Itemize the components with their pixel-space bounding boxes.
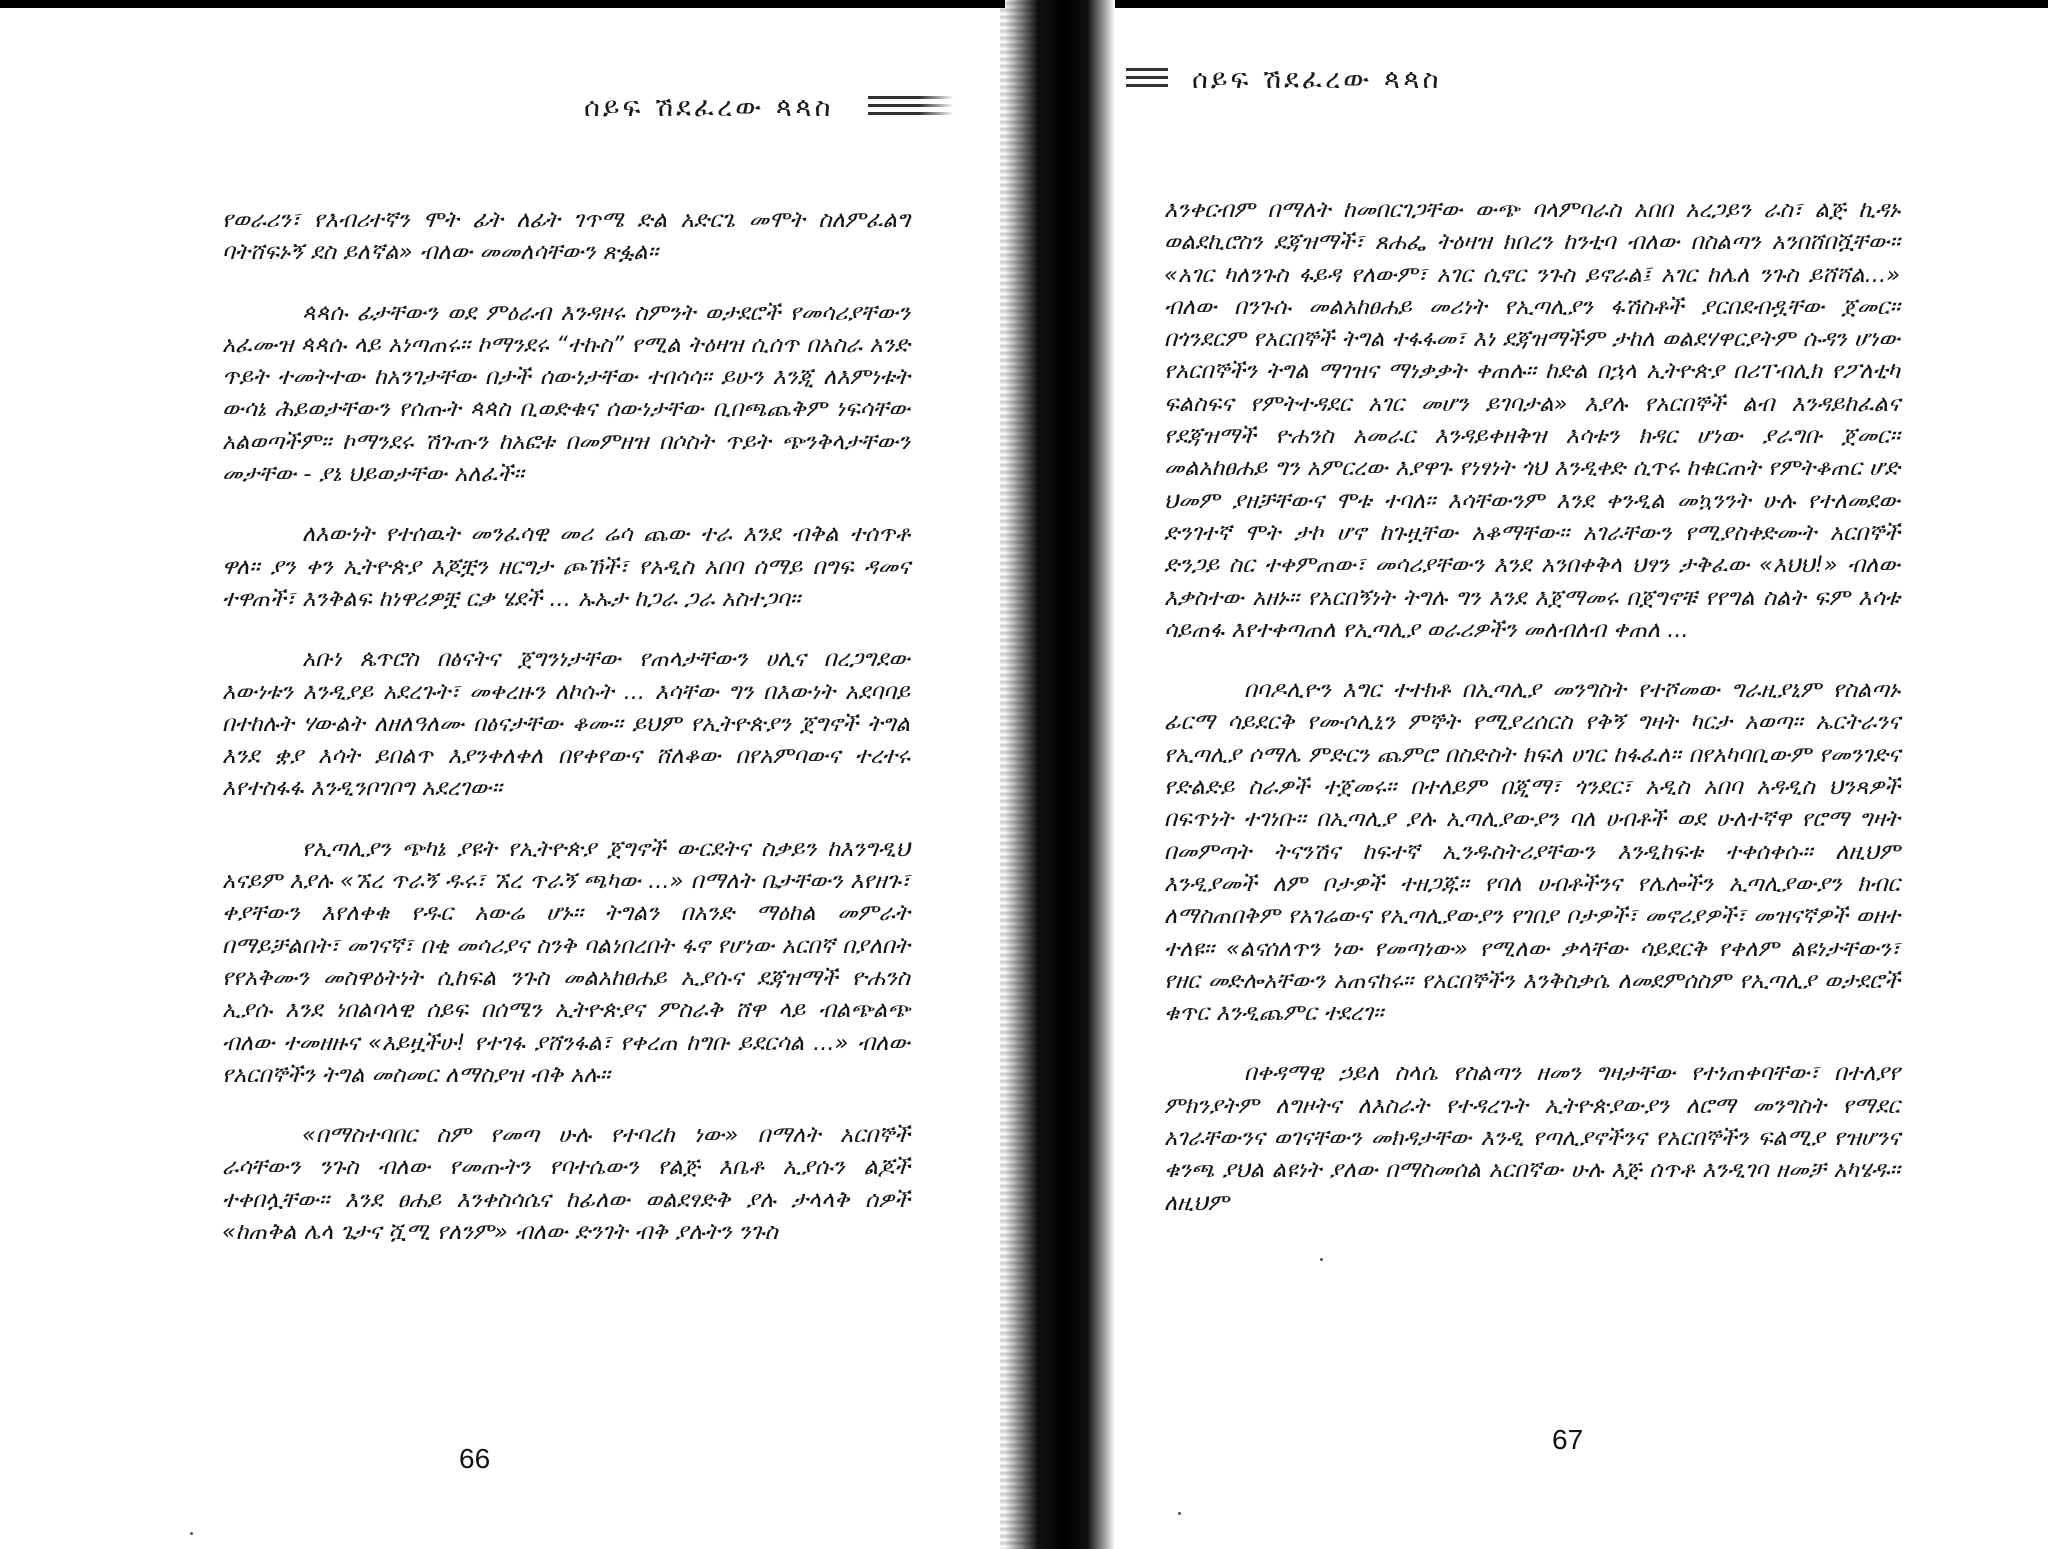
paragraph: «በማስተባበር ስም የመጣ ሁሉ የተባረከ ነው» በማለት አርበኞች ራሳቸውን ንጉስ ብለው የመጡትን የባተሴውን የልጅ እቤቶ ኢያሱን ልጆች ተቀበሏቸው። እንደ ፀሐይ እንቀስሳሴና ከፊለው ወልደፃድቅ ያሉ ታላላቅ ሰዎች «ከጠቅል ሌላ ጌታና ሿሚ የለንም» ብለው ድንገት ብቅ ያሉትን ንጉስ [222,1122,910,1246]
paragraph: በቀዳማዊ ኃይለ ስላሴ የስልጣን ዘመን ግዛታቸው የተነጠቀባቸው፣ በተለያየ ምክንያትም ለግዞትና ለእስራት የተዳረጉት ኢትዮጵያውያን ለሮማ መንግስት የማደር አገራቸውንና ወገናቸውን መክዳታቸው እንዲ የጣሊያኖችንና የአርበኞችን ፍልሚያ የዝሆንና ቁንጫ ያህል ልዩነት ያለው በማስመሰል አርበኛው ሁሉ እጅ ሰጥቶ እንዲገባ ዘመቻ አካሄዱ። ለዚህም [1164,1060,1900,1216]
scan-speck [1178,1512,1181,1515]
paragraph: ለእውነት የተሰዉት መንፈሳዊ መሪ ሬሳ ጨው ተራ እንደ ብቅል ተሰጥቶ ዋለ። ያን ቀን ኢትዮጵያ እጆቿን ዘርግታ ጮኸች፣ የአዲስ አበባ ሰማይ በግፍ ዳመና ተዋጠች፣ እንቅልፍ ከነዋሪዎቿ ርቃ ሄደች ... ኡኡታ ከጋራ ጋራ አስተጋባ። [222,521,910,612]
left-header-ornament [868,96,954,120]
left-running-header: ሰይፍ ሽደፈረው ጳጳስ [584,92,834,123]
left-page-body [222,204,910,1276]
paragraph: አቡነ ጴጥሮስ በፅናትና ጀግንነታቸው የጠላታቸውን ሀሊና በረጋግደው እውነቱን እንዲያይ አደረጉት፣ መቀረዙን ለኮሱት ... እሳቸው ግን በእውነት አደባባይ በተከሉት ሃውልት ለዘለዓለሙ በፅናታቸው ቆሙ። ይህም የኢትዮጵያን ጀግኖች ትግል እንደ ቋያ እሳት ይበልጥ እያንቀለቀለ በየቀየውና ሸለቆው በየአምባውና ተረተሩ እየተስፋፋ እንዲንቦገቦግ አደረገው። [222,646,910,802]
scan-speck [190,1532,193,1535]
paragraph: እንቀርብም በማለት ከመበርገጋቸው ውጭ ባላምባራስ አበበ አረጋይን ራስ፣ ልጅ ኪዳኑ ወልደኪሮስን ደጃዝማች፣ ጸሐፌ ትዕዛዝ ክበረን ከንቲባ ብለው በስልጣን አንበሸበሿቸው። «አገር ካለንጉስ ፋይዳ የለውም፣ አገር ሲኖር ንጉስ ይኖራል፤ አገር ከሌለ ንጉስ ይሸሻል...» ብለው በንጉሱ መልአከፀሐይ መሪነት የኢጣሊያን ፋሽስቶች ያርበደብዷቸው ጀመር። በጎንደርም የአርበኞች ትግል ተፋፋመ፣ እነ ደጃዝማችም ታከለ ወልደሃዋርያትም ሱዳን ሆነው የአርበኞችን ትግል ማገዝና ማነቃቃት ቀጠሉ። ከድል በኋላ ኢትዮጵያ በሪፐብሊክ የፖለቲካ ፍልስፍና የምትተዳደር አገር መሆን ይገባታል» እያሉ የአርበኞች ልብ እንዳይከፈልና የደጃዝማች ዮሐንስ አመራር እንዳይቀዘቅዝ እሳቱን ክዳር ሆነው ያራግቡ ጀመር። መልአከፀሐይ ግን አምርረው እያዋጉ የነፃነት ጎህ እንዲቀድ ሲጥሩ ከቁርጠት የምትቆጠር ሆድ ህመም ያዘቻቸውና ሞቱ ተባለ። እሳቸውንም እንደ ቀንዲል መኳንንት ሁሉ የተለመደው ድንገተኛ ሞት ታኮ ሆኖ ከጉዟቸው አቆማቸው። አገራቸውን የሚያስቀድሙት አርበኞች ድንጋይ ስር ተቀምጠው፣ መሳሪያቸውን እንደ አንበቀቅላ ህፃን ታቅፈው «እህህ!» ብለው እቃስተው አዘኑ። የአርበኝነት ትግሉ ግን እንደ እጀማመሩ በጀግኖቹ የየግል ስልት ፍም እሳቱ ሳይጠፋ እየተቀጣጠለ የኢጣሊያ ወራሪዎችን መለብለብ ቀጠለ ... [1164,197,1900,643]
paragraph: በባዶሊዮን እግር ተተክቶ በኢጣሊያ መንግስት የተሾመው ግራዚያኒም የስልጣኑ ፊርማ ሳይደርቅ የሙሶሊኒን ምኞት የሚያረሰርስ የቅኝ ግዛት ካርታ አወጣ። ኤርትራንና የኢጣሊያ ሶማሌ ምድርን ጨምሮ በስድስት ክፍለ ሀገር ከፋፈለ። በየአካባቢውም የመንገድና የድልድይ ስራዎች ተጀመሩ። በተለይም በጂማ፣ ጎንደር፣ አዲስ አበባ አዳዲስ ህንጻዎች በፍጥነት ተገነቡ። በኢጣሊያ ያሉ ኢጣሊያውያን ባለ ሀብቶች ወደ ሁለተኛዋ የሮማ ግዛት በመምጣት ትናንሽና ከፍተኛ ኢንዱስትሪያቸውን እንዲከፍቱ ተቀሰቀሱ። ለዚህም እንዲያመች ለም ቦታዎች ተዘጋጁ። የባለ ሀብቶችንና የሌሎችን ኢጣሊያውያን ክብር ለማስጠበቅም የአገሬውና የኢጣሊያውያን የገበያ ቦታዎች፣ መኖሪያዎች፣ መዝናኛዎች ወዘተ ተለዩ። «ልናሰለጥን ነው የመጣነው» የሚለው ቃላቸው ሳይደርቅ የቀለም ልዩነታቸውን፣ የዘር መድሎአቸውን አጠናከሩ። የአርበኞችን እንቅስቃሴ ለመደምሰስም የኢጣሊያ ወታደሮች ቁጥር እንዲጨምር ተደረገ። [1164,677,1900,1027]
paragraph: የወራሪን፣ የእብሪተኛን ሞት ፊት ለፊት ገጥሜ ድል አድርጌ መሞት ስለምፈልግ ባትሸፍኑኝ ደስ ይለኛል» ብለው መመለሳቸውን ጽፏል። [222,207,910,266]
right-page-body [1164,194,1900,1247]
scan-speck [1320,1258,1323,1261]
right-header-ornament [1126,68,1168,92]
right-page-number: 67 [1552,1424,1584,1455]
gutter-scan-noise [1000,0,1040,1549]
paragraph: ጳጳሱ ፊታቸውን ወደ ምዕራብ እንዳዞሩ ስምንት ወታደሮች የመሳሪያቸውን አፈሙዝ ጳጳሱ ላይ አነጣጠሩ። ኮማንደሩ “ተኩስ” የሚል ትዕዛዝ ሲሰጥ በአስራ አንድ ጥይት ተመትተው ከአንገታቸው በታች ሰውነታቸው ተበሳሳ። ይሁን እንጂ ለእምነቱት ውሳኔ ሕይወታቸውን የሰጡት ጳጳስ ቢወድቁና ሰውነታቸው ቢበጫጨቅም ነፍሳቸው አልወጣችም። ኮማንደሩ ሽጉጡን ከአፎቱ በመምዘዝ በሶስት ጥይት ጭንቅላታቸውን መታቸው - ያኔ ህይወታቸው አለፈች። [222,299,910,488]
left-page-number: 66 [459,1443,491,1474]
right-running-header: ሰይፍ ሽደፈረው ጳጳስ [1192,64,1442,95]
paragraph: የኢጣሊያን ጭካኔ ያዩት የኢትዮጵያ ጀግኖች ውርደትና ስቃይን ከእንግዲህ አናይም እያሉ «ኧረ ጥራኝ ዱሩ፣ ኧረ ጥራኝ ጫካው ...» በማለት ቤታቸውን እየዘጉ፣ ቀያቸውን እየለቀቁ የዱር አውሬ ሆኑ። ትግልን በአንድ ማዕከል መምራት በማይቻልበት፣ መገናኛ፣ በቂ መሳሪያና ስንቅ ባልነበረበት ፋኖ የሆነው አርበኛ በያለበት የየአቅሙን መስዋዕትነት ሲከፍል ንጉስ መልአከፀሐይ ኢያሱና ደጃዝማች ዮሐንስ ኢያሱ እንደ ነበልባላዊ ሰይፍ በሰሜን ኢትዮጵያና ምስራቅ ሸዋ ላይ ብልጭልጭ ብለው ተመዘዙና «እይዟችሁ! የተገፋ ያሸንፋል፣ የቀረጠ ከግቡ ይደርሳል ...» ብለው የአርበኞችን ትግል መስመር ለማስያዝ ብቅ አሉ። [222,835,911,1088]
